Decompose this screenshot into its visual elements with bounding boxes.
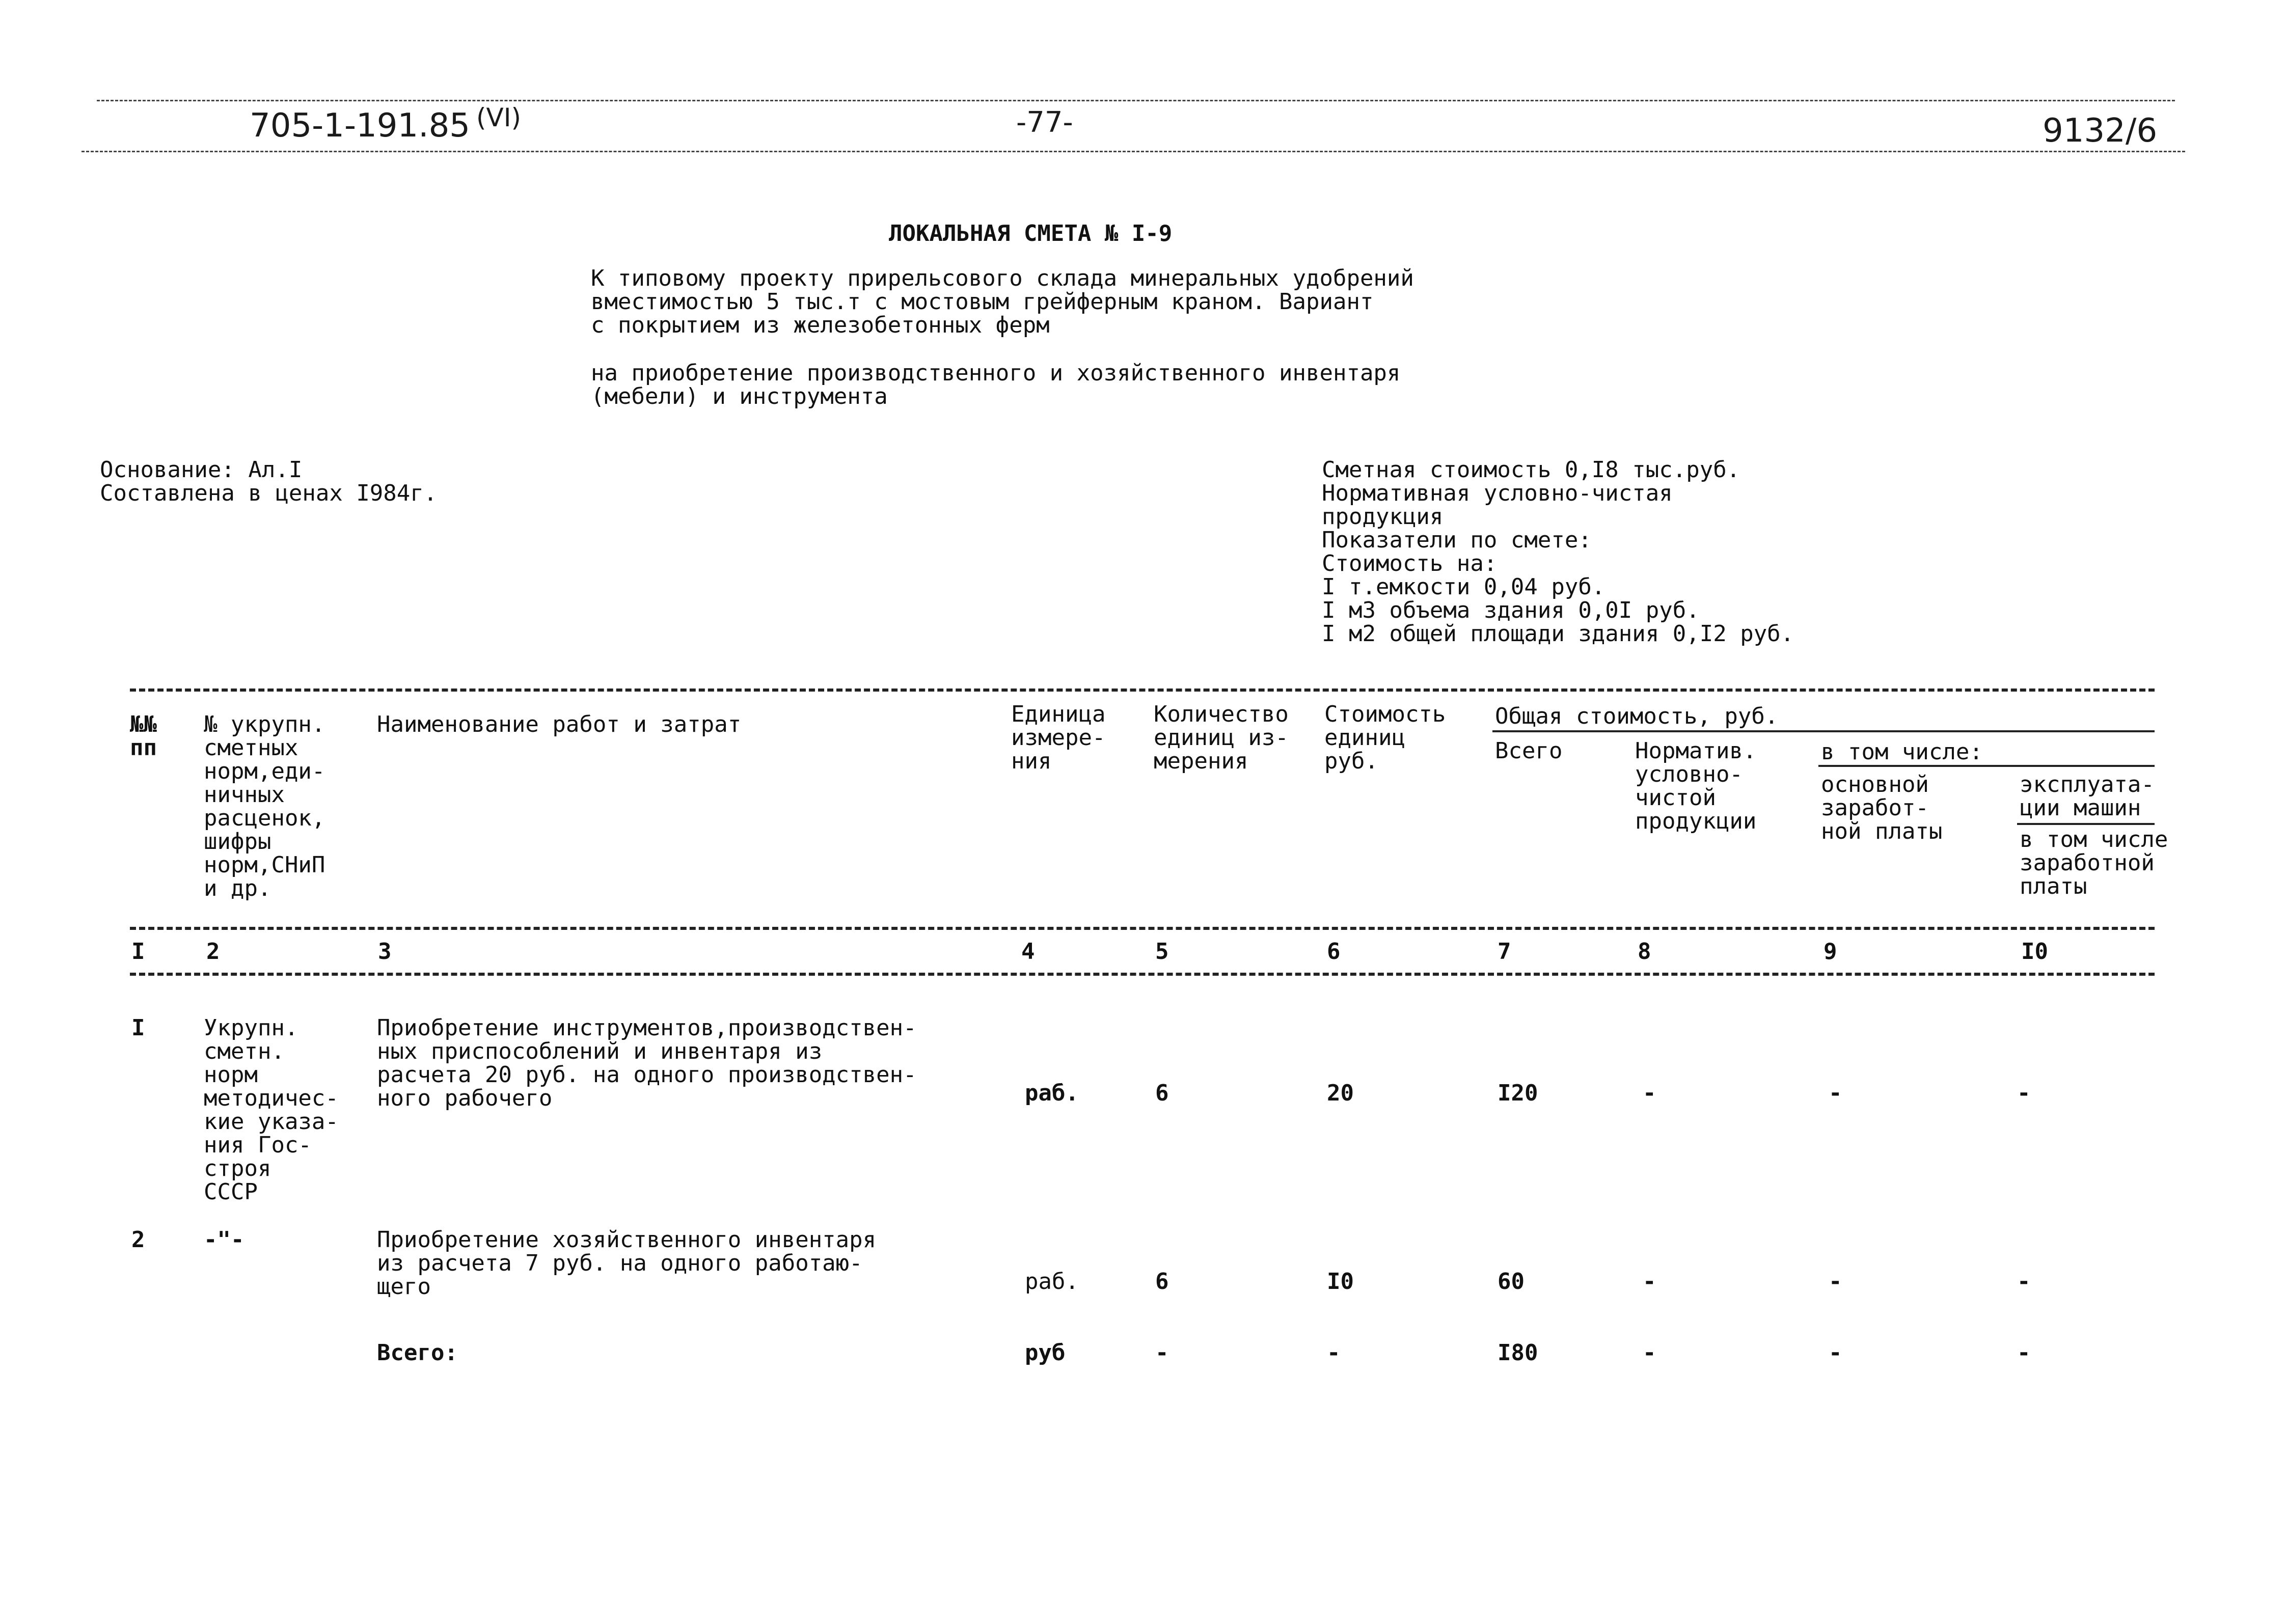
page-number: -77- [1016,106,1073,139]
row1-c9: - [1829,1080,1842,1106]
summary-line: Показатели по смете: [1322,527,1592,553]
row1-total: I20 [1498,1080,1538,1106]
row1-price: 20 [1327,1080,1354,1106]
total-qty: - [1155,1340,1169,1366]
colnum-9: 9 [1824,939,1837,965]
total-c8: - [1643,1340,1656,1366]
header-c6: Стоимость единиц руб. [1324,701,1446,774]
row2-price: I0 [1327,1269,1354,1295]
header-group-incl: в том числе: [1821,739,1983,765]
header-top-rule [97,100,2175,101]
colnum-8: 8 [1638,939,1651,965]
header-c9: основной заработ- ной платы [1821,772,1943,844]
colnum-2: 2 [206,939,220,965]
row2-c9: - [1829,1269,1842,1295]
row2-code: -"- [204,1227,244,1253]
album-mark: (VI) [476,103,521,132]
estimate-subject [591,362,1400,408]
basis-line: Основание: Ал.I [100,457,303,483]
row1-c10: - [2017,1080,2031,1106]
project-line: вместимостью 5 тыс.т с мостовым грейферным краном. Вариант [591,289,1374,315]
summary-line: I м2 общей площади здания 0,I2 руб. [1322,621,1794,647]
header-c1: №№ пп [130,711,157,761]
header-c5: Количество единиц из- мерения [1154,701,1289,774]
row2-total: 60 [1498,1269,1525,1295]
header-c4: Единица измере- ния [1011,701,1106,774]
header-c10-sub: в том числе заработной платы [2020,827,2168,899]
colnum-4: 4 [1021,939,1035,965]
subject-line: на приобретение производственного и хозяйственного инвентаря [591,360,1401,386]
row2-unit: раб. [1025,1269,1079,1295]
total-label: Всего: [377,1340,458,1366]
total-c10: - [2017,1340,2031,1366]
row1-unit: раб. [1025,1080,1079,1106]
estimate-basis [100,458,437,505]
group-incl-underline [1818,765,2155,767]
table-header-rule [130,927,2155,930]
row1-c8: - [1643,1080,1656,1106]
colnum-10: I0 [2021,939,2048,965]
total-c9: - [1829,1340,1842,1366]
row2-c10: - [2017,1269,2031,1295]
doc-code: 705-1-191.85 [250,107,470,145]
colnum-5: 5 [1155,939,1169,965]
project-line: с покрытием из железобетонных ферм [591,312,1050,338]
summary-line: продукция [1322,504,1444,530]
group-total-underline [1492,730,2155,732]
colnum-7: 7 [1498,939,1511,965]
header-c8: Норматив. условно- чистой продукции [1635,738,1757,834]
header-c3: Наименование работ и затрат [377,711,742,737]
summary-line: I м3 объема здания 0,0I руб. [1322,597,1700,623]
table-top-rule [130,689,2155,692]
colnum-6: 6 [1327,939,1341,965]
sheet-code: 9132/6 [2043,112,2158,150]
colnum-1: I [131,939,145,965]
project-description [591,267,1414,337]
header-group-total: Общая стоимость, руб. [1495,703,1779,729]
summary-line: I т.емкости 0,04 руб. [1322,574,1605,600]
subject-line: (мебели) и инструмента [591,383,888,409]
total-unit: руб [1025,1340,1066,1366]
row1-num: I [131,1015,145,1041]
row1-name: Приобретение инструментов,производствен- ных приспособлений и инвентаря из расчета 20 руб. на одного производствен- ного рабочего [377,1015,917,1111]
table-numbers-rule [130,973,2155,976]
row2-c8: - [1643,1269,1656,1295]
project-line: К типовому проекту прирельсового склада минеральных удобрений [591,265,1414,291]
header-bottom-rule [81,151,2185,152]
page-title: ЛОКАЛЬНАЯ СМЕТА № I-9 [889,221,1173,246]
row2-name: Приобретение хозяйственного инвентаря из расчета 7 руб. на одного работаю- щего [377,1227,877,1300]
header-c7: Всего [1495,738,1563,764]
c10-sub-underline [2017,823,2155,825]
colnum-3: 3 [378,939,392,965]
summary-line: Сметная стоимость 0,I8 тыс.руб. [1322,457,1740,483]
basis-line: Составлена в ценах I984г. [100,480,438,506]
total-price: - [1327,1340,1341,1366]
total-sum: I80 [1498,1340,1538,1366]
row1-qty: 6 [1155,1080,1169,1106]
summary-line: Нормативная условно-чистая [1322,480,1673,506]
header-c10: эксплуата- ции машин [2020,772,2155,821]
row2-num: 2 [131,1227,145,1253]
header-c2: № укрупн. сметных норм,еди- ничных расценок, шифры норм,СНиП и др. [204,711,325,901]
row1-code: Укрупн. сметн. норм методичес- кие указа- ния Гос- строя СССР [204,1015,339,1205]
summary-line: Стоимость на: [1322,550,1498,576]
row2-qty: 6 [1155,1269,1169,1295]
estimate-summary [1322,458,1794,646]
